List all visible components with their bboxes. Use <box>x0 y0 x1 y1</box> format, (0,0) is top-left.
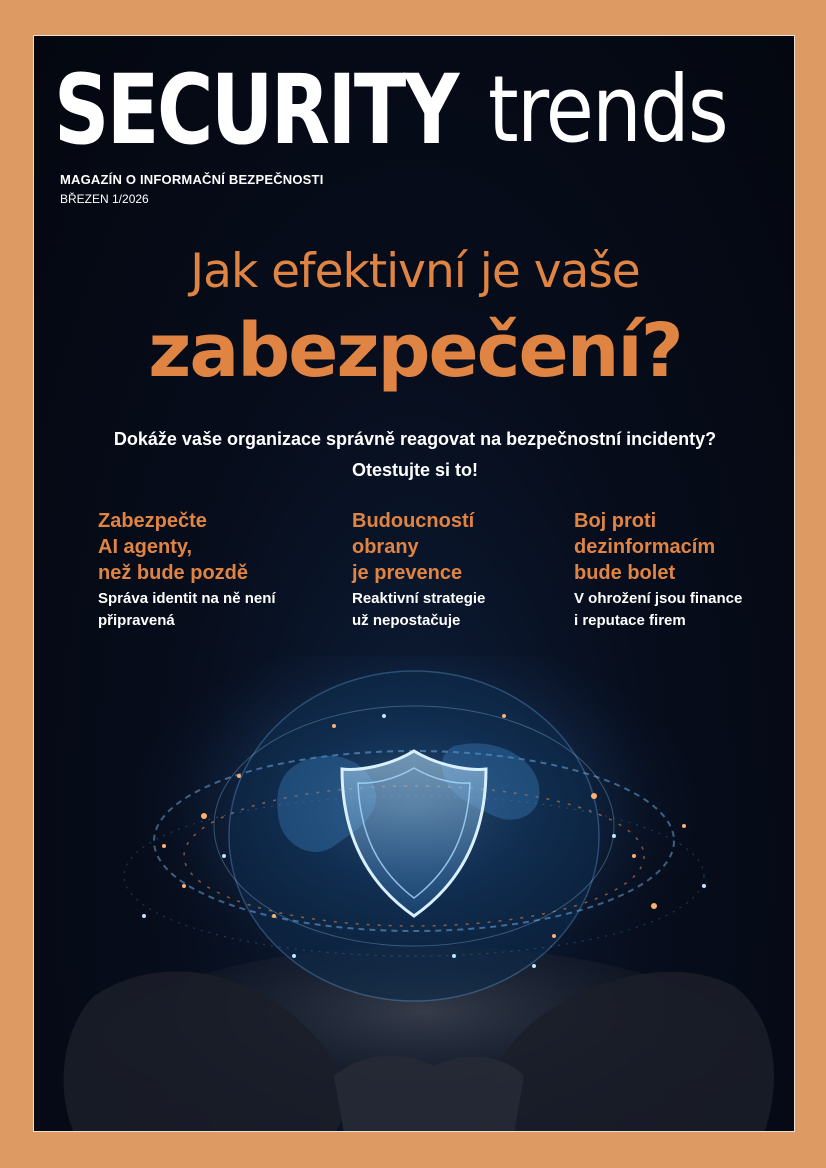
fingers-icon <box>334 1056 524 1132</box>
teaser-title: Zabezpečte AI agenty, než bude pozdě <box>98 510 248 584</box>
magazine-tagline: MAGAZÍN O INFORMAČNÍ BEZPEČNOSTI <box>60 172 324 187</box>
teaser-text: Reaktivní strategie už nepostačuje <box>352 590 486 629</box>
issue-label: BŘEZEN 1/2026 <box>60 192 149 206</box>
subheadline-line-2: Otestujte si to! <box>351 460 478 480</box>
magazine-cover <box>33 35 795 1132</box>
masthead <box>54 50 727 170</box>
teaser-title: Boj proti dezinformacím bude bolet <box>574 510 716 584</box>
teaser-title: Budoucností obrany je prevence <box>352 510 475 584</box>
headline-line-2: zabezpečení? <box>148 308 682 394</box>
masthead-trends: trends <box>488 56 727 163</box>
teaser-text: V ohrožení jsou finance i reputace firem <box>574 590 743 629</box>
teaser-prevention <box>352 508 572 632</box>
headline-line-1: Jak efektivní je vaše <box>190 244 640 299</box>
shield-globe-in-hands-icon <box>34 656 795 1132</box>
teaser-ai-agents <box>98 508 318 632</box>
teaser-text: Správa identit na ně není připravená <box>98 590 276 629</box>
subheadline <box>34 424 795 486</box>
subheadline-line-1: Dokáže vaše organizace správně reagovat na bezpečnostní incidenty? <box>113 429 717 449</box>
masthead-security: SECURITY <box>54 54 458 166</box>
teaser-disinformation <box>574 508 794 632</box>
